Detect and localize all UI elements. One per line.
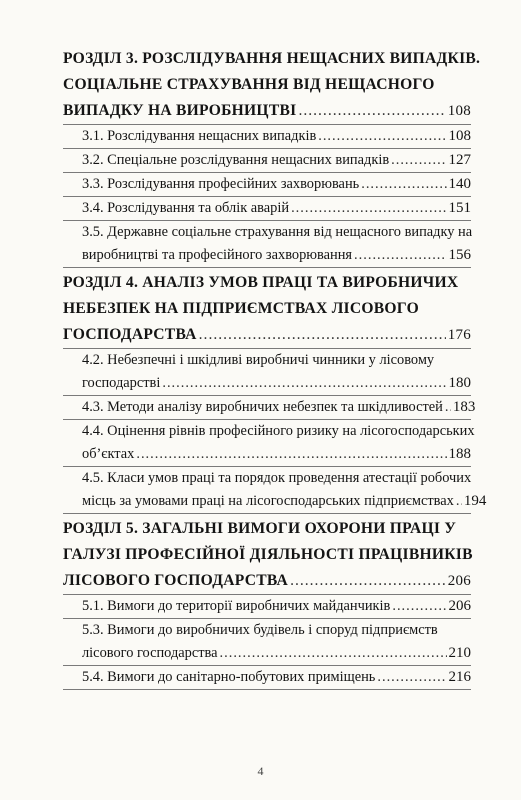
section-title-line: НЕБЕЗПЕК НА ПІДПРИЄМСТВАХ ЛІСОВОГО bbox=[63, 300, 419, 317]
entry-title: об’єктах bbox=[82, 446, 135, 462]
entry-title: виробництві та професійного захворювання bbox=[82, 247, 353, 263]
dot-leader bbox=[391, 149, 446, 172]
toc-entry-3-2[interactable] bbox=[63, 149, 471, 173]
toc-entry-section-4[interactable] bbox=[63, 322, 471, 349]
dot-leader bbox=[318, 125, 446, 148]
toc-entry-section-3[interactable] bbox=[63, 98, 471, 125]
toc-entry-4-3[interactable] bbox=[63, 396, 476, 420]
page-ref: 156 bbox=[448, 247, 471, 263]
toc-section-4 bbox=[63, 270, 487, 514]
dot-leader bbox=[354, 244, 446, 267]
entry-title-line: 4.4. Оцінення рівнів професійного ризику на лісогосподарських bbox=[82, 423, 475, 439]
page-number: 4 bbox=[257, 764, 264, 778]
toc-entry-5-1[interactable] bbox=[63, 595, 471, 619]
toc-entry-3-4[interactable] bbox=[63, 197, 471, 221]
dot-leader bbox=[162, 372, 446, 395]
dot-leader bbox=[290, 568, 446, 594]
dot-leader bbox=[199, 322, 446, 348]
section-title-line: СОЦІАЛЬНЕ СТРАХУВАННЯ ВІД НЕЩАСНОГО bbox=[63, 76, 435, 93]
dot-leader bbox=[456, 490, 462, 513]
entry-title-line: 5.3. Вимоги до виробничих будівель і споруд підприємств bbox=[82, 622, 438, 638]
page-ref: 206 bbox=[448, 598, 471, 614]
toc-section-3 bbox=[63, 46, 481, 268]
page-ref: 194 bbox=[463, 493, 487, 509]
toc-entry-3-1[interactable] bbox=[63, 125, 471, 149]
section-title-line: РОЗДІЛ 3. РОЗСЛІДУВАННЯ НЕЩАСНИХ ВИПАДКІВ. bbox=[63, 50, 481, 67]
page-ref: 210 bbox=[448, 645, 471, 661]
page-ref: 216 bbox=[448, 669, 471, 685]
toc-entry-4-2[interactable] bbox=[63, 372, 471, 396]
section-title-line: ГОСПОДАРСТВА bbox=[63, 326, 197, 343]
dot-leader bbox=[220, 642, 447, 665]
page-ref: 151 bbox=[448, 200, 471, 216]
entry-title: 4.3. Методи аналізу виробничих небезпек та шкідливостей bbox=[82, 399, 443, 415]
section-title-line: ВИПАДКУ НА ВИРОБНИЦТВІ bbox=[63, 102, 297, 119]
page-ref: 176 bbox=[447, 327, 471, 343]
entry-title: 5.4. Вимоги до санітарно-побутових приміщень bbox=[82, 669, 376, 685]
page-ref: 188 bbox=[448, 446, 471, 462]
entry-title: лісового господарства bbox=[82, 645, 218, 661]
toc-entry-4-4[interactable] bbox=[63, 443, 471, 467]
section-title-line: РОЗДІЛ 5. ЗАГАЛЬНІ ВИМОГИ ОХОРОНИ ПРАЦІ У bbox=[63, 520, 457, 537]
table-of-contents bbox=[63, 46, 487, 690]
entry-title: 3.1. Розслідування нещасних випадків bbox=[82, 128, 317, 144]
toc-entry-5-4[interactable] bbox=[63, 666, 471, 690]
section-title-line: ЛІСОВОГО ГОСПОДАРСТВА bbox=[63, 572, 289, 589]
dot-leader bbox=[361, 173, 446, 196]
entry-title: 3.2. Спеціальне розслідування нещасних випадків bbox=[82, 152, 390, 168]
toc-entry-section-5[interactable] bbox=[63, 568, 471, 595]
page-ref: 127 bbox=[448, 152, 471, 168]
toc-section-5 bbox=[63, 516, 471, 690]
toc-entry-3-5[interactable] bbox=[63, 244, 471, 268]
page-ref: 206 bbox=[447, 573, 471, 589]
toc-entry-5-3[interactable] bbox=[63, 642, 471, 666]
entry-title: господарстві bbox=[82, 375, 161, 391]
dot-leader bbox=[392, 595, 446, 618]
dot-leader bbox=[377, 666, 446, 689]
entry-title: 5.1. Вимоги до території виробничих майданчиків bbox=[82, 598, 391, 614]
toc-entry-4-5[interactable] bbox=[63, 490, 487, 514]
entry-title-line: 4.5. Класи умов праці та порядок проведення атестації робочих bbox=[82, 470, 472, 486]
page-ref: 183 bbox=[452, 399, 476, 415]
entry-title: 3.3. Розслідування професійних захворювань bbox=[82, 176, 360, 192]
entry-title-line: 3.5. Державне соціальне страхування від нещасного випадку на bbox=[82, 224, 473, 240]
entry-title: місць за умовами праці на лісогосподарських підприємствах bbox=[82, 493, 454, 509]
entry-title: 3.4. Розслідування та облік аварій bbox=[82, 200, 290, 216]
page-ref: 140 bbox=[448, 176, 471, 192]
dot-leader bbox=[298, 98, 445, 124]
page-ref: 108 bbox=[447, 103, 471, 119]
dot-leader bbox=[445, 396, 451, 419]
toc-entry-3-3[interactable] bbox=[63, 173, 471, 197]
section-title-line: ГАЛУЗІ ПРОФЕСІЙНОЇ ДІЯЛЬНОСТІ ПРАЦІВНИКІВ bbox=[63, 546, 473, 563]
page-ref: 180 bbox=[448, 375, 471, 391]
dot-leader bbox=[136, 443, 446, 466]
dot-leader bbox=[291, 197, 446, 220]
page-ref: 108 bbox=[448, 128, 471, 144]
entry-title-line: 4.2. Небезпечні і шкідливі виробничі чинники у лісовому bbox=[82, 352, 435, 368]
section-title-line: РОЗДІЛ 4. АНАЛІЗ УМОВ ПРАЦІ ТА ВИРОБНИЧИХ bbox=[63, 274, 459, 291]
